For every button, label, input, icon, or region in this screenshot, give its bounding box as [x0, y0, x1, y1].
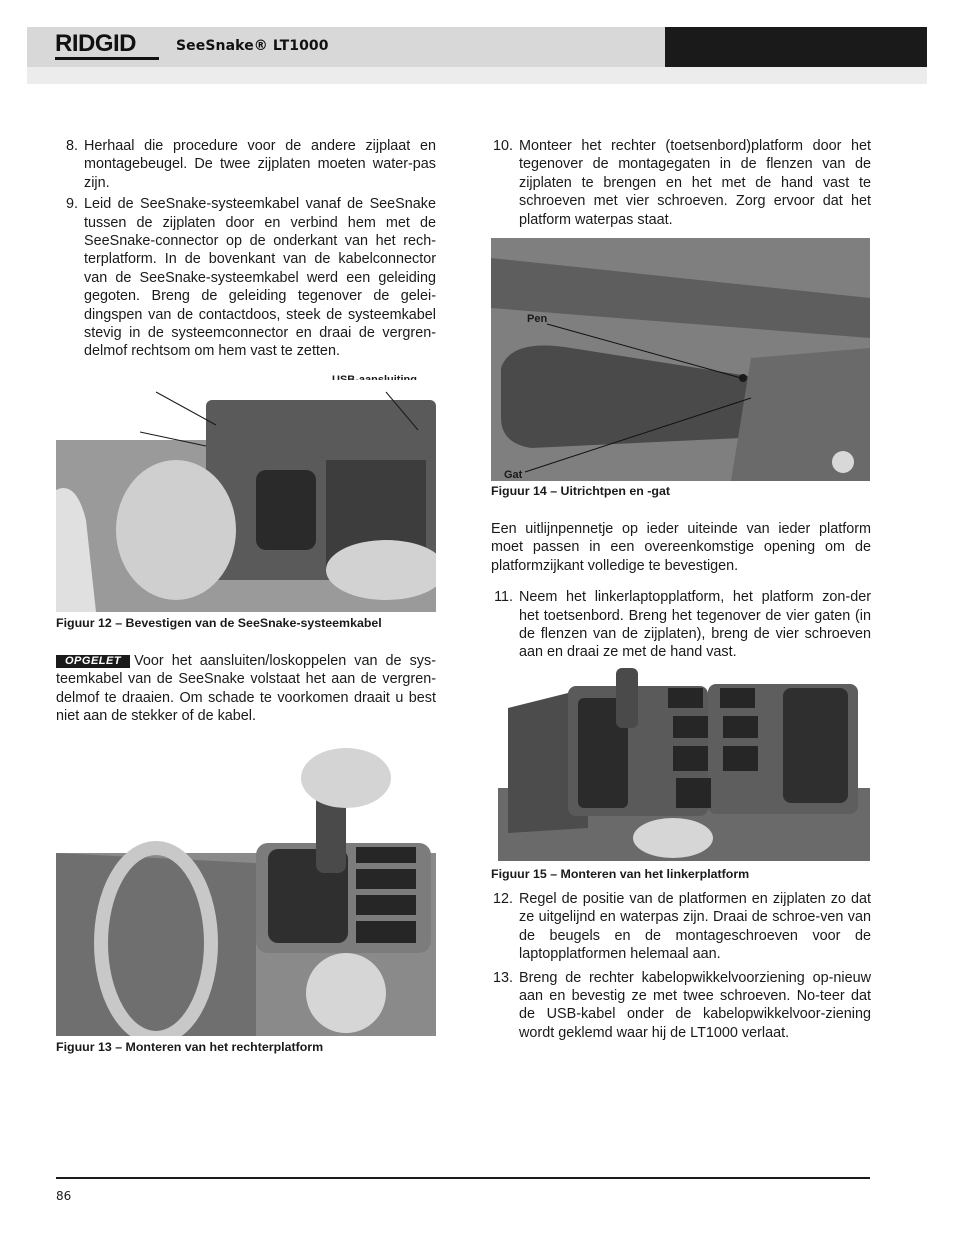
- alignment-paragraph: Een uitlijnpennetje op ieder uiteinde van ieder platform moet passen in een overeenkomstige opening om de platformzijkant volledige te bevestigen.: [491, 521, 871, 574]
- header-dark-block: [665, 27, 927, 67]
- fig13-caption: Figuur 13 – Monteren van het rechterplatform: [56, 1040, 324, 1054]
- step-text: Leid de SeeSnake-systeemkabel vanaf de SeeSnake tussen de zijplaten door en verbind hem met de SeeSnake-connector op de onderkant van het rech-terplatform. In de bovenkant van de kabelconnector van de SeeSnake-systeemkabel werd een geleiding gegoten. Breng de geleiding tegenover de gelei-dingspen van de contactdoos, steek de systeemkabel stevig in de systeemconnector en draai de vergren-delmof rechtsom om hem vast te zetten.: [84, 196, 436, 360]
- step-number: 12.: [492, 891, 513, 907]
- step-9: [56, 195, 436, 361]
- figure-14-photo: [491, 238, 870, 481]
- step-12: [491, 890, 871, 964]
- step-number: 10.: [492, 138, 513, 154]
- right-column-middle-text: [491, 520, 871, 662]
- page-number: 86: [56, 1189, 72, 1203]
- warning-paragraph: [56, 652, 436, 726]
- fig15-caption: Figuur 15 – Monteren van het linkerplatform: [491, 867, 750, 881]
- step-10: [491, 137, 871, 229]
- step-11: [491, 588, 871, 662]
- brand-name: RIDGID: [55, 30, 136, 57]
- figure-13-photo: [56, 743, 436, 1036]
- step-13: [491, 969, 871, 1043]
- step-text: Breng de rechter kabelopwikkelvoorziening op-nieuw aan en bevestig ze met twee schroeven. No-teer dat de USB-kabel onder de kabelopwikkelvoor-ziening wordt geklemd waar hij de LT1000 verlaat.: [519, 969, 871, 1041]
- step-number: 13.: [492, 969, 513, 986]
- figure-12-photo: [56, 380, 436, 612]
- right-column-top-text: [491, 137, 871, 229]
- step-number: 11.: [494, 589, 513, 606]
- header-underband: [27, 67, 927, 84]
- step-text: Neem het linkerlaptopplatform, het platform zon-der het toetsenbord. Breng het tegenover de vier gaten (in de flenzen van de zijplaten), breng de vier schroeven aan en draai ze met de hand vast.: [519, 589, 871, 661]
- document-title: SeeSnake® LT1000: [176, 38, 329, 54]
- fig12-caption: Figuur 12 – Bevestigen van de SeeSnake-systeemkabel: [56, 616, 382, 630]
- fig14-label-pen: Pen: [527, 313, 548, 325]
- warning-badge: OPGELET: [56, 655, 130, 668]
- fig14-caption: Figuur 14 – Uitrichtpen en -gat: [491, 484, 670, 498]
- footer-rule: [56, 1177, 870, 1179]
- warning-text: Voor het aansluiten/loskoppelen van de sys-teemkabel van de SeeSnake volstaat het aan de vergren-delmof te draaien. Om schade te voorkomen draait u best niet aan de stekker of de kabel.: [56, 653, 436, 725]
- step-text: Regel de positie van de platformen en zijplaten zo dat ze uitgelijnd en waterpas zijn. Draai de schroe-ven van de beugels en de montageschroeven voor de laptopplatformen helemaal aan.: [519, 891, 871, 963]
- step-number: 9.: [65, 196, 78, 213]
- left-column-text: [56, 137, 436, 361]
- step-text: Herhaal die procedure voor de andere zijplaat en montagebeugel. De twee zijplaten moeten water-pas zijn.: [84, 138, 436, 191]
- right-column-bottom-text: [491, 890, 871, 1042]
- fig14-label-gat: Gat: [504, 469, 523, 481]
- step-number: 8.: [65, 138, 78, 154]
- figure-15-photo: [498, 668, 870, 861]
- step-8: [56, 137, 436, 192]
- ridgid-logo: [55, 30, 159, 61]
- logo-underline: [55, 57, 159, 60]
- step-text: Monteer het rechter (toetsenbord)platform door het tegenover de montagegaten in de flenzen van de zijplaten te brengen en het met de hand vast te schroeven met vier schroeven. Zorg ervoor dat het platform waterpas staat.: [519, 138, 871, 228]
